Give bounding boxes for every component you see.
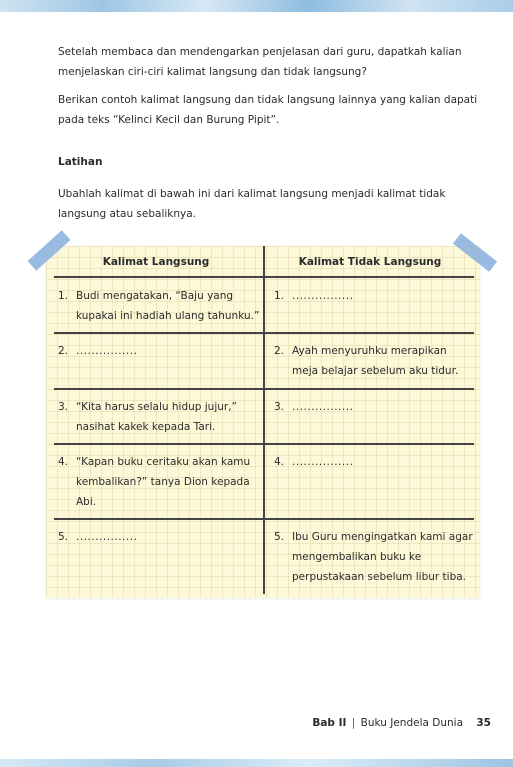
- row-number: 3.: [274, 401, 285, 413]
- page-number: 35: [476, 717, 491, 729]
- answer-blank: ................: [292, 456, 354, 468]
- row-number: 2.: [58, 345, 69, 357]
- row-number: 1.: [58, 290, 69, 302]
- paragraph-exercise-instruction: Ubahlah kalimat di bawah ini dari kalimat langsung menjadi kalimat tidak langsung atau sebaliknya.: [58, 188, 446, 220]
- row-divider: [54, 518, 474, 520]
- column-divider: [263, 246, 265, 594]
- answer-blank: ................: [292, 401, 354, 413]
- paragraph-instruction-1: Setelah membaca dan mendengarkan penjelasan dari guru, dapatkah kalian menjelaskan ciri-ciri kalimat langsung dan tidak langsung?: [58, 46, 462, 78]
- exercise-table: [46, 246, 480, 598]
- row-divider: [54, 276, 474, 278]
- answer-blank: ................: [76, 345, 138, 357]
- footer-chapter: Bab II: [312, 717, 347, 729]
- row-number: 3.: [58, 401, 69, 413]
- row-divider: [54, 443, 474, 445]
- row-number: 1.: [274, 290, 285, 302]
- section-heading-latihan: Latihan: [58, 156, 103, 168]
- bottom-decorative-band: [0, 759, 513, 767]
- answer-blank: ................: [76, 531, 138, 543]
- top-decorative-band: [0, 0, 513, 12]
- row-divider: [54, 388, 474, 390]
- cell-text: Ibu Guru mengingatkan kami agar mengembalikan buku ke perpustakaan sebelum libur tiba.: [292, 531, 473, 583]
- footer-book-title: Buku Jendela Dunia: [360, 717, 464, 729]
- row-number: 4.: [274, 456, 285, 468]
- page-footer: [312, 717, 491, 729]
- row-number: 4.: [58, 456, 69, 468]
- table-header-kalimat-langsung: Kalimat Langsung: [102, 256, 210, 268]
- footer-separator: |: [351, 717, 356, 729]
- paragraph-instruction-2: Berikan contoh kalimat langsung dan tidak langsung lainnya yang kalian dapati pada teks “Kelinci Kecil dan Burung Pipit”.: [58, 94, 478, 126]
- cell-text: Budi mengatakan, “Baju yang kupakai ini hadiah ulang tahunku.”: [76, 290, 260, 322]
- row-number: 5.: [58, 531, 69, 543]
- cell-text: “Kapan buku ceritaku akan kamu kembalikan?” tanya Dion kepada Abi.: [76, 456, 251, 508]
- row-number: 5.: [274, 531, 285, 543]
- table-header-kalimat-tidak-langsung: Kalimat Tidak Langsung: [298, 256, 442, 268]
- cell-text: Ayah menyuruhku merapikan meja belajar sebelum aku tidur.: [292, 345, 459, 377]
- cell-text: “Kita harus selalu hidup jujur,” nasihat kakek kepada Tari.: [76, 401, 238, 433]
- row-divider: [54, 332, 474, 334]
- answer-blank: ................: [292, 290, 354, 302]
- row-number: 2.: [274, 345, 285, 357]
